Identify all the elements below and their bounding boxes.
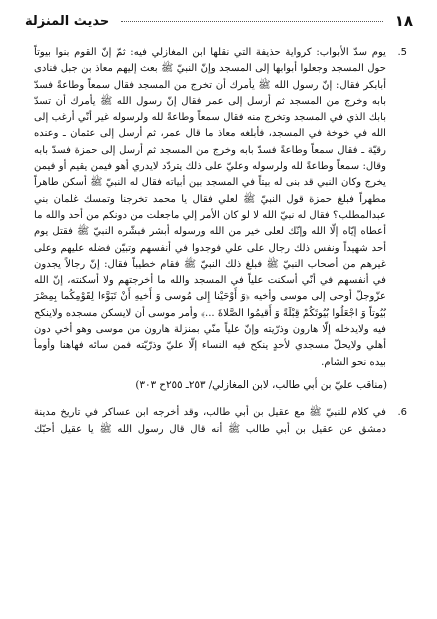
paragraph-number: 5. — [397, 47, 407, 58]
paragraph-text: يوم سدّ الأبواب: كرواية حذيفة التي نقلها ابن المغازلي فيه: ثمّ إنّ القوم بنوا بيوتاً حول المسجد وجعلوا أبوابها إلى المسجد وإنّ النبيّ ﷺ بعث إليهم معاذ بن جبل فنادى أبابكر فقال: إنّ رسول الله ﷺ يأمرك أن تخرج من المسجد فقال سمعاً وطاعةً فسدّ بابه وخرج من المسجد ثم أرسل إلى عمر فقال إنّ رسول الله ﷺ يأمرك أن تسدّ بابك الذي في المسجد وتخرج منه فقال سمعاً وطاعةً لله ولرسوله غير أنّي أرغب إلى الله في خوخة في المسجد، فأبلغه معاذ ما قال عمر، ثم أرسل إلى عثمان ـ وعنده رقيّة ـ فقال سمعاً وطاعةً فسدّ بابه وخرج من المسجد ثم أرسل إلى حمزة فسدّ بابه وقال: سمعاً وطاعةً لله ولرسوله وعليّ على ذلك يتردّد لايدري أهو فيمن يقيم أو فيمن يخرج وكان النبي قد بنى له بيتاً في المسجد بين أبياته فقال له النبيّ ﷺ أسكن طاهراً مطهراً فبلغ حمزة قول النبيّ ﷺ لعلي فقال يا محمد تخرجنا وتمسك غلمان بني عبدالمطلب؟ فقال له نبيّ الله لا لو كان الأمر إلي ماجعلت من دونكم من أحد والله ما أعطاه إيّاه إلّا الله وإنّك لعلى خير من الله ورسوله أبشر فبشّره النبيّ ﷺ فقتل يوم أحد شهيداً ونفس ذلك رجال على علي فوجدوا في أنفسهم وتبيّن فضله عليهم وعلى غيرهم من أصحاب النبيّ ﷺ فبلغ ذلك النبيّ ﷺ فقام خطيباً فقال: إنّ رجالاً يجدون في أنفسهم في أنّي أسكنت علياً في المسجد والله ما أخرجتهم ولا أسكنته، إنّ الله عزّوجلّ أوحى إلى موسى وأخيه ﴿وَ أَوْحَيْنا إِلى مُوسى وَ أَخيهِ أَنْ تَبَوَّءا لِقَوْمِكُما بِمِصْرَ بُيُوتاً وَ اجْعَلُوا بُيُوتَكُمْ قِبْلَةً وَ أَقيمُوا الصَّلاةَ ...﴾ وأمر موسى أن لايسكن مسجده ولاينكح فيه ولايدخله إلّا هارون وذرّيته وإنّ علياً منّي بمنزلة هارون من موسى وهو أخي دون أهلي ولايحلّ مسجدي لأحدٍ ينكح فيه النساء إلّا عليّ وذرّيّته فمن سائه فهاهنا وأومأ بيده نحو الشام. — [34, 47, 386, 368]
source-citation: (مناقب عليّ بن أبي طالب، لابن المغازلي/ ٢٥٣ـ ٢٥٥ح ٣٠٣) — [135, 378, 387, 391]
paragraph-number: 6. — [397, 407, 407, 419]
header-dotted-rule — [121, 21, 382, 22]
paragraph-5 — [34, 45, 407, 371]
paragraph-text: في كلام للنبيّ ﷺ مع عقيل بن أبي طالب، وقد أخرجه ابن عساكر في تاريخ مدينة دمشق عن عقيل بن أبي طالب ﷺ أنه قال قال رسول الله ﷺ يا عقيل أحبّك — [34, 407, 386, 435]
paragraph-6 — [34, 405, 407, 438]
page-number: ١٨ — [394, 12, 413, 30]
page-content — [34, 45, 407, 438]
running-title: حديث المنزلة — [25, 13, 110, 29]
page-header — [25, 10, 413, 32]
